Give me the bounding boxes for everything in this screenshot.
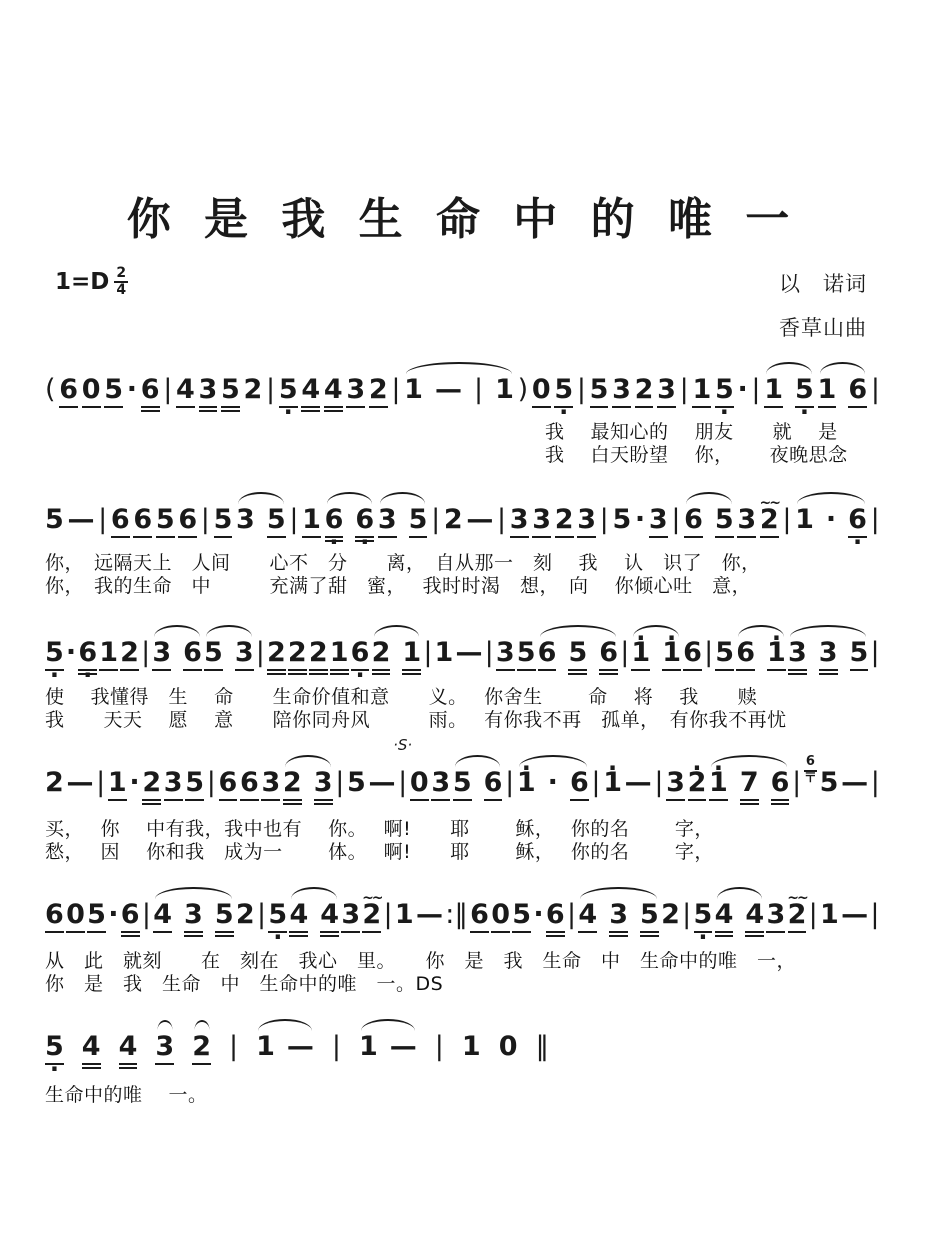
notation-symbol: —	[466, 504, 494, 535]
lyrics-row: 你 是 我 生命 中 生命中的唯 一。DS	[45, 973, 444, 995]
note: 1	[359, 1031, 378, 1062]
notation-symbol: |	[671, 504, 681, 535]
note: 5 ·	[268, 900, 287, 933]
note: 2	[369, 375, 388, 408]
notation-symbol: —	[286, 1031, 314, 1062]
notation-symbol: |	[141, 899, 151, 930]
note: 1	[404, 374, 423, 405]
notation-symbol: ·	[129, 767, 140, 798]
note: 5	[512, 900, 531, 933]
slur-group	[236, 505, 286, 538]
note: 3	[346, 375, 365, 408]
slur-group	[715, 900, 765, 937]
notation-symbol: |	[98, 504, 108, 535]
note: 1	[302, 505, 321, 538]
notation-symbol: )	[517, 374, 529, 405]
note: 3	[612, 375, 631, 408]
note: 6	[484, 768, 503, 801]
note: 1	[461, 1031, 481, 1062]
notation-symbol: |	[567, 899, 577, 930]
notation-symbol: |	[434, 1031, 444, 1062]
note: 6 ·	[325, 505, 344, 542]
notation-symbol: |	[808, 899, 818, 930]
notation-line-5	[45, 900, 880, 937]
time-signature	[114, 266, 128, 297]
notation-symbol: ·	[737, 374, 748, 405]
note: 5 ·	[795, 375, 814, 408]
notation-symbol: |	[682, 899, 692, 930]
notation-symbol: —	[66, 767, 94, 798]
notation-line-1	[45, 375, 880, 412]
note: 3	[152, 638, 171, 671]
note: 1	[402, 638, 421, 675]
note: 4	[119, 1032, 138, 1069]
note: 2	[283, 768, 302, 805]
note: 4	[578, 900, 597, 933]
lyrics-row: 你， 我的生命 中 充满了甜 蜜， 我时时渴 想， 向 你倾心吐 意，	[45, 575, 752, 597]
note: 3	[164, 768, 183, 801]
note: 1	[256, 1031, 275, 1062]
notation-symbol: ·	[547, 767, 558, 798]
note: 6	[599, 638, 618, 675]
slur-group	[372, 638, 422, 675]
lyrics-row: 我 天天 愿 意 陪你同舟风 雨。 有你我不再 孤单， 有你我不再忧	[45, 709, 787, 731]
notation-symbol: (	[45, 374, 56, 405]
note: 5	[215, 900, 234, 937]
note: 5	[214, 505, 233, 538]
note: 5	[819, 767, 839, 798]
note: 3	[155, 1032, 174, 1065]
note: 5 ·	[279, 375, 298, 408]
notation-symbol: |	[331, 1031, 341, 1062]
notation-symbol: :‖	[445, 899, 468, 930]
notation-symbol: |	[870, 767, 880, 798]
note: · 1	[631, 638, 650, 671]
note: 5	[346, 767, 366, 798]
notation-symbol: |	[200, 504, 210, 535]
note: 2	[235, 899, 255, 930]
notation-symbol: |	[679, 374, 689, 405]
note: 3	[532, 505, 551, 538]
note: 1	[99, 638, 118, 671]
note: 5	[221, 375, 240, 412]
notation-symbol: —	[434, 374, 462, 405]
notation-symbol: ·	[108, 899, 119, 930]
lyrics-row: 生命中的唯 一。	[45, 1084, 208, 1106]
lyrics-line-2	[45, 552, 761, 598]
note: 6 ·	[351, 638, 370, 671]
note: 3	[766, 900, 785, 933]
note: 3	[657, 375, 676, 408]
note: 4	[82, 1032, 101, 1069]
note: 0	[410, 768, 429, 801]
notation-symbol: —	[67, 504, 95, 535]
note: 2	[288, 638, 307, 675]
notation-line-6	[45, 1032, 880, 1069]
note: 5	[715, 505, 734, 538]
note: 3	[199, 375, 218, 412]
notation-symbol: |	[473, 374, 484, 405]
notation-symbol: |	[257, 899, 267, 930]
notation-symbol: —	[624, 767, 652, 798]
notation-symbol: |	[266, 374, 276, 405]
slur-group	[153, 900, 233, 937]
note: 1	[108, 768, 127, 801]
slur-group	[359, 1032, 417, 1062]
note: 5	[640, 900, 659, 937]
notation-line-4	[45, 754, 880, 805]
note: 3	[819, 638, 838, 675]
note: 6	[546, 900, 565, 937]
notation-symbol: —	[455, 637, 483, 668]
note: 1	[764, 375, 783, 408]
notation-symbol: —	[841, 899, 869, 930]
notation-line-3	[45, 638, 880, 675]
notation-symbol: |	[335, 767, 345, 798]
note: 5	[204, 638, 223, 671]
lyrics-line-5	[45, 950, 796, 996]
note: 6	[570, 768, 589, 801]
notation-symbol: |	[870, 374, 880, 405]
note: 6	[684, 505, 703, 538]
note: 2	[309, 638, 328, 675]
note: 5	[267, 505, 286, 538]
note: 6 ·	[848, 505, 867, 538]
note: ~~ 2	[788, 900, 807, 933]
barline-segno: | ·S·	[398, 768, 407, 798]
note: 3	[496, 638, 515, 671]
note: 5	[409, 505, 428, 538]
note: 4	[715, 900, 734, 937]
slur-group	[578, 900, 658, 937]
notation-symbol: |	[599, 504, 609, 535]
notation-symbol: |	[870, 504, 880, 535]
slur-group	[795, 505, 867, 538]
slur-group	[818, 375, 868, 408]
note: 4	[745, 900, 764, 937]
notation-symbol: |	[96, 767, 106, 798]
note: 3	[788, 638, 807, 675]
note: · 1	[662, 638, 681, 671]
note: 5	[568, 638, 587, 675]
note: 5 ·	[554, 375, 573, 408]
note: 5	[156, 505, 175, 538]
note: 0	[66, 900, 85, 933]
notation-symbol: —	[389, 1031, 417, 1062]
stacked-figure: $\frac{6}{〒}$	[803, 754, 817, 786]
lyrics-line-4	[45, 818, 714, 864]
note: 6	[121, 900, 140, 937]
notation-symbol: |	[484, 637, 494, 668]
note: 3	[577, 505, 596, 538]
lyrics-row: 买， 你 中有我，我中也有 你。 啊! 耶 稣， 你的名 字，	[45, 818, 714, 840]
key-signature	[55, 266, 128, 297]
notation-symbol: —	[368, 767, 396, 798]
lyrics-line-1	[545, 421, 848, 467]
note: 5	[590, 375, 609, 408]
note: 7	[740, 768, 759, 805]
notation-symbol: |	[206, 767, 216, 798]
note: 2	[443, 504, 463, 535]
note: 3	[666, 768, 685, 801]
note: 5 ·	[694, 900, 713, 933]
note: ~~ 2	[362, 900, 381, 933]
note: ~~ 2	[760, 505, 779, 538]
note: 3	[184, 900, 203, 937]
lyrics-row: 你， 远隔天上 人间 心不 分 离， 自从那一 刻 我 认 识了 你，	[45, 552, 761, 574]
note: 6	[59, 375, 78, 408]
notation-symbol: |	[391, 374, 401, 405]
note: 6	[178, 505, 197, 538]
note: · 1	[767, 638, 786, 671]
note: 4	[320, 900, 339, 937]
note: 2	[142, 768, 161, 805]
note: 6	[45, 900, 64, 933]
note: 4	[289, 900, 308, 937]
note: 6 ·	[78, 638, 97, 675]
note: 3	[235, 638, 254, 671]
slur-group	[788, 638, 868, 675]
note: 3	[236, 504, 255, 535]
note: 6	[470, 900, 489, 933]
note: 3	[431, 768, 450, 801]
note: 1	[820, 899, 839, 930]
lyrics-row: 愁， 因 你和我 成为一 体。 啊! 耶 稣， 你的名 字，	[45, 841, 714, 863]
note: 6	[219, 768, 238, 801]
note: 3	[341, 900, 360, 933]
note: 5	[850, 638, 869, 671]
note: 6 ·	[355, 505, 374, 542]
slur-group	[631, 638, 681, 671]
composer-credit: 香草山曲	[779, 316, 867, 340]
notation-symbol: |	[591, 767, 601, 798]
slur-group	[684, 505, 734, 538]
note: 5 ·	[715, 375, 734, 408]
note: 0	[532, 375, 551, 408]
note: · 1	[709, 768, 728, 801]
note: 5	[87, 900, 106, 933]
note: 6	[133, 505, 152, 538]
note: 6	[771, 768, 790, 805]
notation-symbol: ‖	[535, 1031, 549, 1062]
lyrics-line-6	[45, 1084, 208, 1107]
note: 4	[324, 375, 343, 412]
note: 5	[453, 768, 472, 801]
note: 2	[192, 1032, 211, 1065]
note: 1	[330, 638, 349, 675]
note: 2	[635, 375, 654, 408]
notation-symbol: ·	[65, 637, 77, 668]
note: 3	[314, 768, 333, 805]
lyricist-credit: 以 诺词	[779, 272, 867, 296]
notation-symbol: |	[255, 637, 265, 668]
note: · 2	[688, 768, 707, 801]
slur-group	[289, 900, 339, 937]
notation-symbol: |	[782, 504, 792, 535]
note: 0	[498, 1031, 518, 1062]
note: 2	[120, 638, 139, 671]
key-label: 1=D	[55, 268, 110, 295]
note: 4	[153, 900, 172, 933]
lyrics-row: 我 白天盼望 你， 夜晚思念	[545, 444, 848, 466]
note: 2	[267, 638, 286, 675]
meter-denominator: 4	[116, 281, 127, 298]
note: 3	[510, 505, 529, 538]
note: 2	[661, 899, 680, 930]
note: 6	[683, 638, 702, 671]
note: 1	[795, 504, 814, 535]
slur-group	[453, 768, 503, 801]
notation-symbol: |	[141, 637, 151, 668]
note: 1	[818, 375, 837, 408]
note: 5	[517, 638, 536, 671]
note: 3	[737, 505, 756, 538]
slur-group	[764, 375, 814, 408]
notation-symbol: —	[841, 767, 869, 798]
note: 5	[715, 638, 734, 671]
note: 2	[243, 374, 263, 405]
note: 5 ·	[45, 638, 64, 671]
meter-numerator: 2	[116, 265, 127, 281]
note: 6	[538, 638, 557, 671]
note: 5	[45, 504, 64, 535]
note: 6	[141, 375, 160, 412]
notation-line-2	[45, 505, 880, 542]
note: 5 ·	[45, 1032, 64, 1065]
note: 4	[301, 375, 320, 412]
note: 6	[848, 375, 867, 408]
slur-group	[404, 375, 514, 405]
notation-symbol: |	[228, 1031, 239, 1062]
lyrics-row: 从 此 就刻 在 刻在 我心 里。 你 是 我 生命 中 生命中的唯 一，	[45, 950, 797, 972]
notation-symbol: —	[415, 899, 443, 930]
note: 1	[495, 374, 514, 405]
notation-symbol: |	[870, 637, 880, 668]
notation-symbol: |	[751, 374, 761, 405]
note: 0	[491, 900, 510, 933]
lyrics-row: 我 最知心的 朋友 就 是	[545, 421, 838, 443]
note: 1	[394, 899, 414, 930]
slur-group	[709, 768, 789, 805]
notation-symbol: ·	[825, 504, 837, 535]
note: 6	[111, 505, 130, 538]
song-title: 你 是 我 生 命 中 的 唯 一	[126, 194, 799, 245]
slur-group	[283, 768, 333, 805]
notation-symbol: |	[423, 637, 433, 668]
notation-symbol: |	[163, 374, 173, 405]
slur-group	[256, 1032, 314, 1062]
note: 5	[185, 768, 204, 801]
notation-symbol: |	[505, 767, 515, 798]
notation-symbol: |	[870, 899, 880, 930]
notation-symbol: ·	[126, 374, 138, 405]
lyrics-row: 使 我懂得 生 命 生命价值和意 义。 你舍生 命 将 我 赎	[45, 686, 758, 708]
notation-symbol: |	[576, 374, 586, 405]
note: 6	[240, 768, 259, 801]
slur-group	[325, 505, 375, 542]
slur-group	[538, 638, 618, 675]
lyrics-line-3	[45, 686, 787, 732]
notation-symbol: |	[792, 767, 802, 798]
note: 0	[82, 375, 101, 408]
notation-symbol: ·	[533, 899, 544, 930]
notation-symbol: |	[431, 504, 441, 535]
note: · 1	[517, 768, 536, 798]
notation-symbol: |	[383, 899, 393, 930]
slur-group	[736, 638, 786, 671]
slur-group	[152, 638, 202, 671]
note: 2	[45, 767, 64, 798]
note: 2	[372, 638, 391, 675]
note: 3	[649, 505, 668, 538]
note: 6	[736, 638, 755, 671]
note: 5	[104, 375, 123, 408]
note: 3	[378, 505, 397, 538]
note: 5	[612, 504, 632, 535]
note: 3	[261, 768, 280, 801]
note: · 1	[603, 768, 622, 798]
note: 4	[176, 375, 195, 408]
note: 1	[692, 375, 711, 408]
notation-symbol: |	[497, 504, 507, 535]
note: 1	[434, 637, 454, 668]
note: 2	[555, 505, 574, 538]
notation-symbol: |	[620, 637, 630, 668]
notation-symbol: |	[289, 504, 299, 535]
notation-symbol: |	[654, 767, 664, 798]
slur-group	[378, 505, 428, 538]
note: 6	[183, 638, 202, 671]
notation-symbol: |	[704, 637, 714, 668]
slur-group	[204, 638, 254, 671]
slur-group	[517, 768, 589, 801]
notation-symbol: ·	[634, 504, 646, 535]
note: 3	[609, 900, 628, 937]
